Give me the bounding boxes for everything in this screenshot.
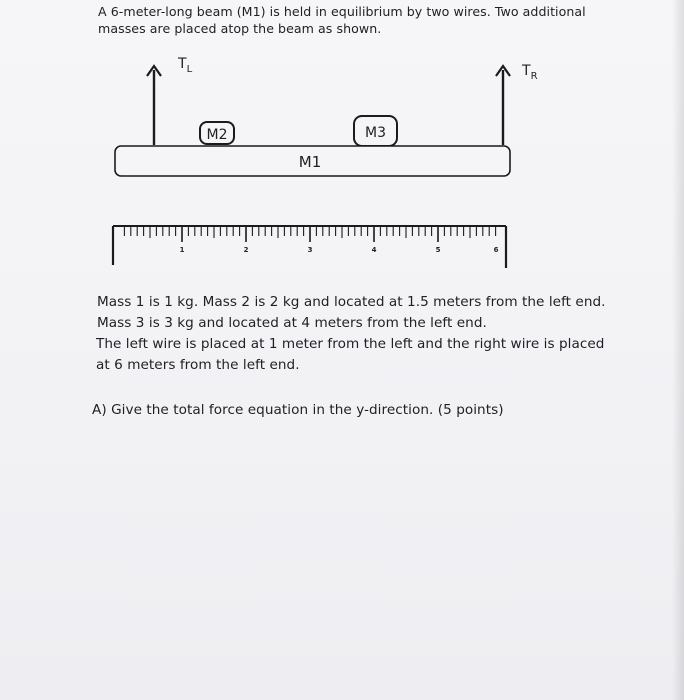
beam-label: M1 bbox=[298, 153, 322, 171]
givens-line-3: The left wire is placed at 1 meter from the left and the right wire is placed bbox=[96, 336, 605, 352]
givens-line-2: Mass 3 is 3 kg and located at 4 meters from the left end. bbox=[97, 315, 487, 331]
intro-line-2: masses are placed atop the beam as shown. bbox=[98, 21, 382, 36]
tension-left-label: $T_L$ bbox=[178, 56, 193, 75]
givens-line-4: at 6 meters from the left end. bbox=[96, 357, 300, 373]
givens-line-1: Mass 1 is 1 kg. Mass 2 is 2 kg and located at 1.5 meters from the left end. bbox=[97, 294, 606, 310]
ruler-number-label: 3 bbox=[307, 246, 313, 254]
ruler-number-label: 4 bbox=[371, 246, 377, 254]
ruler-number-label: 5 bbox=[435, 246, 441, 254]
tension-right-label: $T_R$ bbox=[522, 63, 538, 82]
ruler bbox=[113, 226, 506, 268]
mass3-label: M3 bbox=[365, 125, 386, 141]
mass2-label: M2 bbox=[206, 127, 228, 143]
intro-line-1: A 6-meter-long beam (M1) is held in equilibrium by two wires. Two additional bbox=[98, 4, 586, 19]
ruler-number-label: 6 bbox=[493, 246, 499, 254]
ruler-number-label: 1 bbox=[179, 246, 185, 254]
ruler-number-label: 2 bbox=[243, 246, 249, 254]
question-part-a: A) Give the total force equation in the y-direction. (5 points) bbox=[92, 402, 504, 418]
